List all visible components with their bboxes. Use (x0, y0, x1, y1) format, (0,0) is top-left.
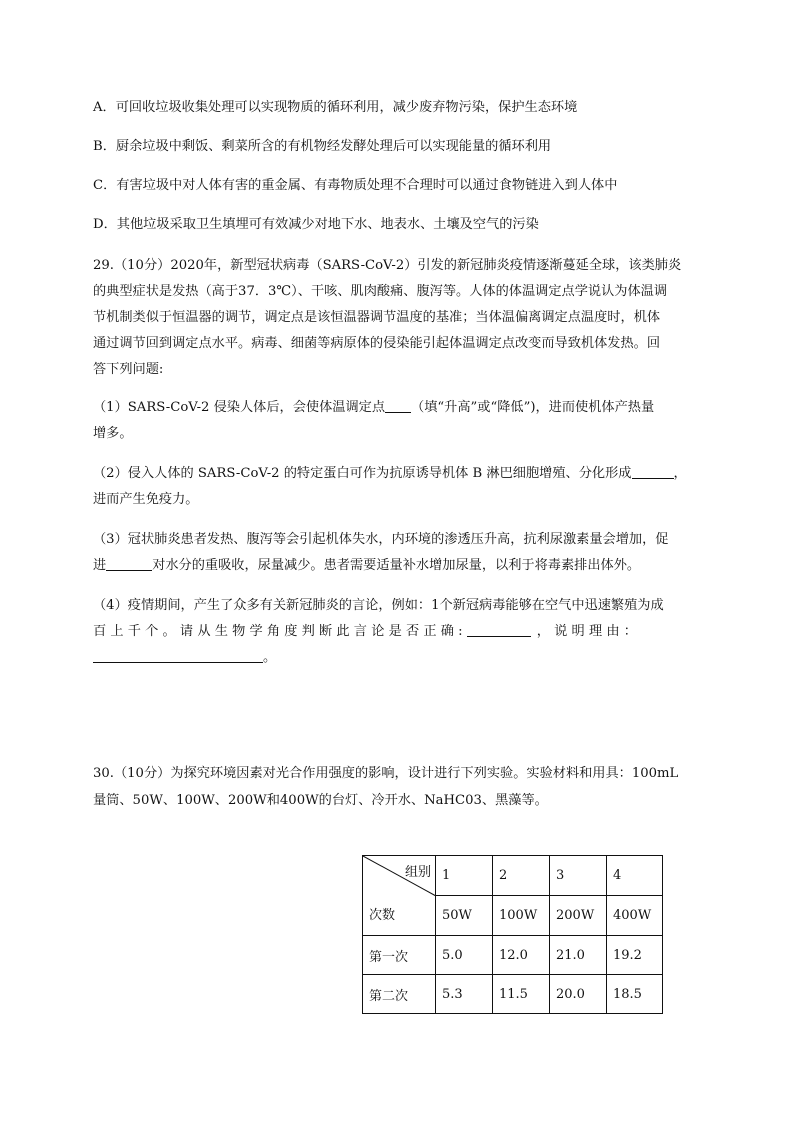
q29-part1-cont: 增多。 (93, 426, 133, 441)
option-d: D．其他垃圾采取卫生填埋可有效减少对地下水、地表水、土壤及空气的污染 (93, 217, 539, 232)
q29-part1: （1）SARS-CoV-2 侵染人体后，会使体温调定点 （填“升高”或“降低”)，进而使机体产热量 (93, 400, 655, 415)
value-cell: 21.0 (550, 936, 607, 975)
power-cell: 400W (607, 896, 663, 936)
q29-stem-line: 答下列问题: (93, 362, 164, 377)
group-header: 1 (436, 856, 493, 896)
table-row (363, 975, 663, 1014)
option-b: B．厨余垃圾中剩饭、剩菜所含的有机物经发酵处理后可以实现能量的循环利用 (93, 139, 552, 154)
value-cell: 5.0 (436, 936, 493, 975)
results-table (362, 855, 663, 1014)
row-label: 第一次 (363, 936, 436, 975)
power-cell: 100W (493, 896, 550, 936)
corner-top-label: 组别 (404, 865, 431, 880)
q29-part3-cont: 进 对水分的重吸收，尿量减少。患者需要适量补水增加尿量，以利于将毒素排出体外。 (93, 558, 641, 573)
q30-stem-line: 量筒、50W、100W、200W和400W的台灯、冷开水、NaHC03、黑藻等。 (93, 793, 548, 808)
q29-stem-line: 29.（10分）2020年，新型冠状病毒（SARS-CoV-2）引发的新冠肺炎疫情逐渐蔓延全球，该类肺炎 (93, 258, 682, 273)
option-c: C．有害垃圾中对人体有害的重金属、有毒物质处理不合理时可以通过食物链进入到人体中 (93, 178, 618, 193)
table-row (363, 856, 663, 896)
group-header: 2 (493, 856, 550, 896)
value-cell: 11.5 (493, 975, 550, 1014)
group-header: 4 (607, 856, 663, 896)
value-cell: 19.2 (607, 936, 663, 975)
q29-part2-cont: 进而产生免疫力。 (93, 492, 199, 507)
power-cell: 200W (550, 896, 607, 936)
q29-part4: （4）疫情期间，产生了众多有关新冠肺炎的言论，例如：1个新冠病毒能够在空气中迅速繁殖为成 (93, 598, 664, 613)
q29-stem-line: 节机制类似于恒温器的调节，调定点是该恒温器调节温度的基准；当体温偏离调定点温度时，机体 (93, 310, 661, 325)
answer-blank[interactable] (106, 556, 152, 571)
power-cell: 50W (436, 896, 493, 936)
row-label: 第二次 (363, 975, 436, 1014)
value-cell: 5.3 (436, 975, 493, 1014)
value-cell: 18.5 (607, 975, 663, 1014)
q29-part4-reason: 。 (93, 648, 713, 668)
q29-part4-cont: 百上千个。请从生物学角度判断此言论是否正确: ，说明理由： (93, 624, 642, 639)
q29-stem-line: 通过调节回到调定点水平。病毒、细菌等病原体的侵染能引起体温调定点改变而导致机体发热。回 (93, 336, 661, 351)
group-header: 3 (550, 856, 607, 896)
answer-blank[interactable] (467, 622, 531, 637)
answer-blank[interactable] (632, 464, 674, 479)
table-row (363, 936, 663, 975)
q29-stem-line: 的典型症状是发热（高于37．3℃）、干咳、肌肉酸痛、腹泻等。人体的体温调定点学说认为体温调 (93, 284, 668, 299)
q29-part3: （3）冠状肺炎患者发热、腹泻等会引起机体失水，内环境的渗透压升高，抗利尿激素量会增加，促 (93, 532, 669, 547)
corner-bottom-label: 次数 (369, 908, 396, 923)
q29-part2: （2）侵入人体的 SARS-CoV-2 的特定蛋白可作为抗原诱导机体 B 淋巴细胞增殖、分化形成 ， (93, 466, 687, 481)
q30-stem-line: 30.（10分）为探究环境因素对光合作用强度的影响，设计进行下列实验。实验材料和用具：100mL (93, 766, 679, 781)
value-cell: 12.0 (493, 936, 550, 975)
table-corner-cell (363, 856, 436, 936)
value-cell: 20.0 (550, 975, 607, 1014)
answer-blank[interactable] (385, 398, 411, 413)
answer-blank[interactable] (93, 648, 263, 663)
option-a: A．可回收垃圾收集处理可以实现物质的循环利用，减少废弃物污染，保护生态环境 (93, 100, 578, 115)
